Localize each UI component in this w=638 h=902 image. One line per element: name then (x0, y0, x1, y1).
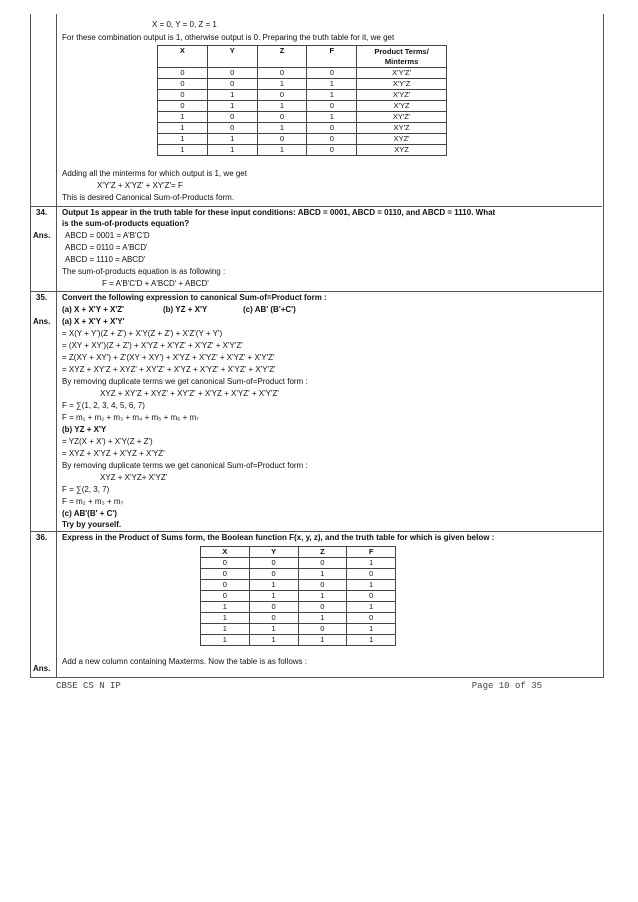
canonical-sop-note: This is desired Canonical Sum-of-Products form. (62, 193, 235, 202)
t1-cell: XY'Z (357, 123, 447, 134)
t1-cell: 0 (158, 68, 208, 79)
t1-header-x: X (158, 46, 208, 68)
row-divider-34 (30, 206, 602, 207)
t1-cell: X'Y'Z' (357, 68, 447, 79)
t2-row (201, 558, 396, 569)
t2-row (201, 591, 396, 602)
t1-cell: 0 (158, 101, 208, 112)
q34-answer-line2: ABCD = 0110 = A'BCD' (65, 243, 148, 252)
t1-cell: 0 (307, 145, 357, 156)
q35-a-heading: (a) X + X'Y + X'Y' (62, 317, 125, 326)
t2-cell: 1 (298, 569, 347, 580)
q34-text-line1: Output 1s appear in the truth table for these input conditions: ABCD = 0001, ABCD = 0110, and ABCD = 1110. What (62, 208, 496, 217)
t2-cell: 0 (249, 602, 298, 613)
t2-row (201, 624, 396, 635)
t1-cell: 0 (207, 123, 257, 134)
sop-result: X'Y'Z + X'YZ' + XY'Z'= F (97, 181, 183, 190)
q35-text: Convert the following expression to canonical Sum-of=Product form : (62, 293, 327, 302)
t1-cell: 1 (307, 112, 357, 123)
q35-b-step1: = YZ(X + X') + X'Y(Z + Z') (62, 437, 153, 446)
t2-cell: 1 (249, 624, 298, 635)
t1-cell: XYZ (357, 145, 447, 156)
t2-cell: 1 (201, 635, 250, 646)
t2-cell: 0 (347, 591, 396, 602)
t2-cell: 0 (298, 624, 347, 635)
t1-cell: 0 (307, 134, 357, 145)
truth-table-1 (157, 45, 447, 156)
t2-cell: 0 (201, 558, 250, 569)
t1-header-z: Z (257, 46, 307, 68)
t1-cell: 1 (207, 145, 257, 156)
t1-row (158, 101, 447, 112)
t2-cell: 0 (201, 591, 250, 602)
t2-cell: 1 (298, 635, 347, 646)
t2-cell: 0 (298, 602, 347, 613)
q35-b-heading: (b) YZ + X'Y (62, 425, 107, 434)
t1-cell: 1 (257, 79, 307, 90)
t2-header-y: Y (249, 547, 298, 558)
t1-cell: 1 (257, 101, 307, 112)
t1-header-minterms: Product Terms/ Minterms (357, 46, 447, 68)
t1-cell: 1 (207, 134, 257, 145)
t2-header-z: Z (298, 547, 347, 558)
t1-row (158, 145, 447, 156)
number-column-divider (56, 14, 57, 677)
t2-cell: 1 (249, 580, 298, 591)
t1-cell: 1 (158, 145, 208, 156)
t2-cell: 1 (347, 624, 396, 635)
truth-table-2-body (201, 558, 396, 646)
answer-label-34: Ans. (33, 231, 51, 240)
t2-header-x: X (201, 547, 250, 558)
t1-row (158, 123, 447, 134)
question-number-36: 36. (36, 533, 48, 542)
q35-a-sigma: F = ∑(1, 2, 3, 4, 5, 6, 7) (62, 401, 145, 410)
t2-cell: 1 (347, 602, 396, 613)
t2-cell: 0 (201, 569, 250, 580)
t2-cell: 0 (298, 580, 347, 591)
t2-cell: 1 (347, 558, 396, 569)
t2-cell: 1 (249, 635, 298, 646)
q35-a-step4: = XYZ + XY'Z + XYZ' + XY'Z' + X'YZ + X'YZ' + X'YZ' + X'Y'Z' (62, 365, 276, 374)
t2-row (201, 602, 396, 613)
row-divider-36 (30, 531, 602, 532)
t2-cell: 0 (298, 558, 347, 569)
t1-cell: X'YZ (357, 101, 447, 112)
t1-cell: 0 (307, 101, 357, 112)
t2-cell: 0 (347, 569, 396, 580)
t1-cell: 0 (307, 123, 357, 134)
t1-cell: 0 (158, 79, 208, 90)
intro-combination: X = 0, Y = 0, Z = 1 (152, 20, 217, 29)
t2-cell: 0 (201, 580, 250, 591)
question-number-34: 34. (36, 208, 48, 217)
t2-row (201, 569, 396, 580)
q35-c-heading: (c) AB'(B' + C') (62, 509, 117, 518)
q35-a-step1: = X(Y + Y')(Z + Z') + X'Y(Z + Z') + X'Z'(Y + Y') (62, 329, 223, 338)
t1-cell: 0 (257, 90, 307, 101)
q35-part-c: (c) AB' (B'+C') (243, 305, 296, 314)
q35-b-remove-duplicates: By removing duplicate terms we get canonical Sum-of=Product form : (62, 461, 308, 470)
intro-description: For these combination output is 1, otherwise output is 0. Preparing the truth table for it, we get (62, 33, 395, 42)
q35-b-canonical: XYZ + X'YZ+ X'YZ' (100, 473, 168, 482)
row-divider-35 (30, 291, 602, 292)
t2-cell: 0 (249, 569, 298, 580)
q35-b-minterm-sum: F = m₂ + m₃ + m₇ (62, 497, 124, 506)
t2-cell: 0 (249, 558, 298, 569)
truth-table-1-body (158, 68, 447, 156)
t1-cell: XYZ' (357, 134, 447, 145)
t2-cell: 1 (249, 591, 298, 602)
page-number: Page 10 of 35 (471, 681, 542, 691)
q34-answer-line1: ABCD = 0001 = A'B'C'D (65, 231, 150, 240)
t1-cell: 1 (307, 79, 357, 90)
t1-cell: 0 (257, 134, 307, 145)
t2-cell: 0 (347, 613, 396, 624)
t1-cell: 1 (158, 123, 208, 134)
answer-label-36: Ans. (33, 664, 51, 673)
q35-part-a: (a) X + X'Y + X'Z' (62, 305, 125, 314)
footer-title: CBSE CS N IP (56, 681, 121, 691)
truth-table-2 (200, 546, 396, 646)
t1-row (158, 90, 447, 101)
q35-a-step2: = (XY + XY')(Z + Z') + X'YZ + X'YZ' + X'YZ' + X'Y'Z' (62, 341, 243, 350)
q35-a-canonical: XYZ + XY'Z + XYZ' + XY'Z' + X'YZ + X'YZ' + X'Y'Z' (100, 389, 279, 398)
t2-row (201, 613, 396, 624)
t1-cell: 1 (207, 90, 257, 101)
t2-cell: 0 (249, 613, 298, 624)
t2-cell: 1 (298, 591, 347, 602)
t1-cell: 0 (158, 90, 208, 101)
t2-row (201, 580, 396, 591)
q36-text: Express in the Product of Sums form, the Boolean function F(x, y, z), and the truth table for which is given below : (62, 533, 495, 542)
q34-answer-line4: The sum-of-products equation is as following : (62, 267, 226, 276)
t1-header-f: F (307, 46, 357, 68)
t1-row (158, 68, 447, 79)
t1-cell: 1 (158, 112, 208, 123)
q35-b-step2: = XYZ + X'YZ + X'YZ + X'YZ' (62, 449, 165, 458)
t1-cell: 1 (207, 101, 257, 112)
q35-part-b: (b) YZ + X'Y (163, 305, 208, 314)
t1-cell: 1 (257, 123, 307, 134)
t2-cell: 1 (347, 635, 396, 646)
t1-row (158, 134, 447, 145)
answer-label-35: Ans. (33, 317, 51, 326)
t1-cell: 0 (207, 112, 257, 123)
t2-cell: 1 (201, 613, 250, 624)
question-number-35: 35. (36, 293, 48, 302)
t1-header-y: Y (207, 46, 257, 68)
t1-row (158, 112, 447, 123)
t2-header-f: F (347, 547, 396, 558)
q35-a-minterm-sum: F = m₁ + m₂ + m₃ + m₄ + m₅ + m₆ + m₇ (62, 413, 199, 422)
q34-answer-equation: F = A'B'C'D + A'BCD' + ABCD' (102, 279, 209, 288)
t1-cell: 1 (257, 145, 307, 156)
t2-cell: 1 (201, 602, 250, 613)
t1-row (158, 79, 447, 90)
q34-answer-line3: ABCD = 1110 = ABCD' (65, 255, 146, 264)
t1-cell: X'YZ' (357, 90, 447, 101)
q34-text-line2: is the sum-of-products equation? (62, 219, 190, 228)
t2-cell: 1 (201, 624, 250, 635)
t1-cell: 0 (207, 68, 257, 79)
t2-row (201, 635, 396, 646)
t2-cell: 1 (298, 613, 347, 624)
q35-c-try: Try by yourself. (62, 520, 122, 529)
t1-cell: 0 (307, 68, 357, 79)
t1-cell: X'Y'Z (357, 79, 447, 90)
t1-cell: XY'Z' (357, 112, 447, 123)
t2-cell: 1 (347, 580, 396, 591)
q36-maxterms-text: Add a new column containing Maxterms. Now the table is as follows : (62, 657, 308, 666)
q35-a-remove-duplicates: By removing duplicate terms we get canonical Sum-of=Product form : (62, 377, 308, 386)
q35-b-sigma: F = ∑(2, 3, 7) (62, 485, 110, 494)
q35-a-step3: = Z(XY + XY') + Z'(XY + XY') + X'YZ + X'YZ' + X'YZ' + X'Y'Z' (62, 353, 275, 362)
t1-cell: 0 (207, 79, 257, 90)
t1-cell: 1 (158, 134, 208, 145)
t1-cell: 0 (257, 112, 307, 123)
adding-minterms-text: Adding all the minterms for which output is 1, we get (62, 169, 247, 178)
t1-cell: 1 (307, 90, 357, 101)
t1-cell: 0 (257, 68, 307, 79)
